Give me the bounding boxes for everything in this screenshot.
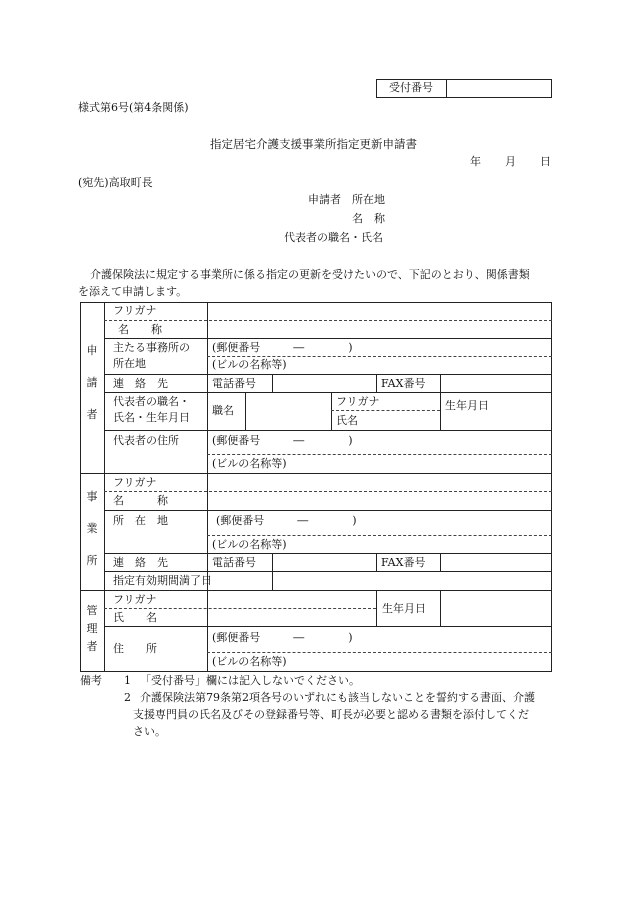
office-expiry-label: 指定有効期間満了日 bbox=[113, 574, 212, 587]
rep-title-label-1: 代表者の職名・ bbox=[113, 395, 190, 408]
applicant-furigana-label: フリガナ bbox=[113, 304, 157, 317]
addressee: (宛先)高取町長 bbox=[78, 176, 153, 189]
manager-building: (ビルの名称等) bbox=[212, 655, 287, 668]
applicant-contact-label: 連 絡 先 bbox=[113, 377, 168, 390]
rep-address-postal: (郵便番号 ― ) bbox=[212, 434, 353, 447]
note-1-text: 「受付番号」欄には記入しないでください。 bbox=[140, 674, 360, 687]
note-2-number: 2 bbox=[124, 691, 131, 704]
page-title: 指定居宅介護支援事業所指定更新申請書 bbox=[210, 137, 417, 151]
main-office-building: (ビルの名称等) bbox=[212, 358, 287, 371]
date-year: 年 bbox=[470, 155, 481, 168]
office-building: (ビルの名称等) bbox=[212, 538, 287, 551]
rep-job-title-label: 職名 bbox=[212, 404, 234, 417]
applicant-representative: 代表者の職名・氏名 bbox=[284, 231, 383, 244]
applicant-phone-label: 電話番号 bbox=[212, 377, 256, 390]
note-2-line3: さい。 bbox=[133, 725, 166, 738]
applicant-fax-label: FAX番号 bbox=[381, 377, 426, 390]
date-day: 日 bbox=[540, 155, 551, 168]
rep-address-building: (ビルの名称等) bbox=[212, 457, 287, 470]
group-manager: 管 理 者 bbox=[86, 604, 98, 653]
date-month: 月 bbox=[505, 155, 516, 168]
group-office: 事 業 所 bbox=[86, 490, 98, 567]
main-office-label-1: 主たる事務所の bbox=[113, 341, 190, 354]
group-applicant: 申 請 者 bbox=[86, 344, 98, 421]
receipt-number-label: 受付番号 bbox=[389, 81, 433, 94]
office-postal: (郵便番号 ― ) bbox=[216, 514, 357, 527]
main-office-label-2: 所在地 bbox=[113, 357, 146, 370]
manager-postal: (郵便番号 ― ) bbox=[212, 631, 353, 644]
manager-address-label: 住 所 bbox=[113, 642, 157, 655]
office-furigana-label: フリガナ bbox=[113, 476, 157, 489]
office-location-label: 所 在 地 bbox=[113, 514, 168, 527]
manager-furigana-label: フリガナ bbox=[113, 593, 157, 606]
note-2-line1: 介護保険法第79条第2項各号のいずれにも該当しないことを誓約する書面、介護 bbox=[140, 691, 535, 704]
office-contact-label: 連 絡 先 bbox=[113, 556, 168, 569]
note-1-number: 1 bbox=[124, 674, 131, 687]
office-fax-label: FAX番号 bbox=[381, 556, 426, 569]
note-2-line2: 支援専門員の氏名及びその登録番号等、町長が必要と認める書類を添付してくだ bbox=[133, 708, 529, 721]
body-text-line1: 介護保険法に規定する事業所に係る指定の更新を受けたいので、下記のとおり、関係書類 bbox=[90, 268, 530, 281]
manager-name-label: 氏 名 bbox=[113, 611, 157, 624]
rep-birthdate-label: 生年月日 bbox=[445, 399, 489, 412]
applicant-location: 申請者 所在地 bbox=[308, 193, 385, 206]
body-text-line2: を添えて申請します。 bbox=[78, 285, 188, 298]
rep-person-name-label: 氏名 bbox=[336, 414, 358, 427]
office-name-label: 名 称 bbox=[113, 494, 168, 507]
rep-address-label: 代表者の住所 bbox=[113, 434, 179, 447]
applicant-name: 名 称 bbox=[352, 212, 385, 225]
rep-furigana-label: フリガナ bbox=[336, 395, 380, 408]
office-phone-label: 電話番号 bbox=[212, 556, 256, 569]
applicant-name-label: 名 称 bbox=[118, 323, 162, 336]
manager-birthdate-label: 生年月日 bbox=[382, 602, 426, 615]
form-number: 様式第6号(第4条関係) bbox=[78, 101, 189, 114]
rep-title-label-2: 氏名・生年月日 bbox=[113, 411, 190, 424]
main-office-postal: (郵便番号 ― ) bbox=[212, 341, 353, 354]
notes-label: 備考 bbox=[80, 674, 102, 687]
receipt-number-field[interactable] bbox=[447, 80, 551, 97]
